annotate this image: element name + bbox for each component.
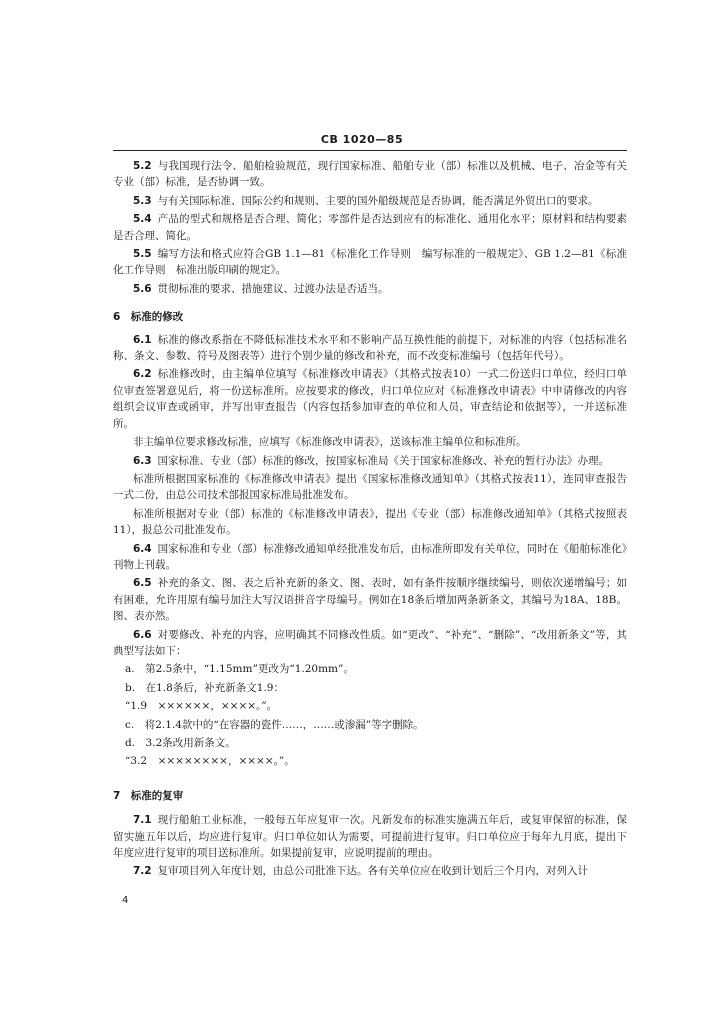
- clause-6-2-paragraph: 非主编单位要求修改标准，应填写《标准修改申请表》，送该标准主编单位和标准所。: [132, 436, 527, 449]
- example-line: b. 在1.8条后，补充新条文1.9：: [125, 681, 284, 694]
- clause-5-4: 5.4 产品的型式和规格是否合理、简化；零部件是否达到应有的标准化、通用化水平；原材料和结构要素是否合理、简化。: [113, 213, 627, 242]
- clause-5-6: 5.6 贯彻标准的要求、措施建议、过渡办法是否适当。: [132, 282, 389, 295]
- clause-6-2: 6.2 标准修改时，由主编单位填写《标准修改申请表》（其格式按表10）一式二份送归口单位，经归口单位审查签署意见后，将一份送标准所。应按要求的修改，归口单位应对《标准修改申请表》中申请修改的内容组织会议审查或函审，并写出审查报告（内容包括参加审查的单位和人员，审查结论和依据等），一并送标准所。: [113, 368, 627, 430]
- header-rule: [113, 150, 627, 151]
- clause-7-1: 7.1 现行船舶工业标准，一般每五年应复审一次。凡新发布的标准实施满五年后，或复审保留的标准，保留实施五年以后，均应进行复审。归口单位如认为需要，可提前进行复审。归口单位应于每年九月底，提出下年度应进行复审的项目送标准所。如果提前复审，应说明提前的理由。: [113, 814, 627, 860]
- page-number: 4: [122, 895, 129, 906]
- clause-5-3: 5.3 与有关国际标准、国际公约和规则、主要的国外船级规范是否协调，能否满足外贸出口的要求。: [132, 194, 599, 207]
- clause-6-6: 6.6 对要修改、补充的内容，应明确其不同修改性质。如“更改”、“补充”、“删除”、“改用新条文”等，其典型写法如下：: [113, 628, 627, 657]
- clause-6-1: 6.1 标准的修改系指在不降低标准技术水平和不影响产品互换性能的前提下，对标准的内容（包括标准名称、条文、参数、符号及图表等）进行个别少量的修改和补充，而不改变标准编号（包括年代号）。: [113, 333, 627, 363]
- clause-6-4: 6.4 国家标准和专业（部）标准修改通知单经批准发布后，由标准所即发有关单位，同时在《船舶标准化》刊物上刊载。: [113, 542, 627, 571]
- example-line: c. 将2.1.4款中的“在容器的瓷件……，……或渗漏”等字删除。: [125, 718, 424, 731]
- document-body: [113, 158, 627, 882]
- section-7-heading: 7 标准的复审: [113, 789, 184, 802]
- clause-6-5: 6.5 补充的条文、图、表之后补充新的条文、图、表时，如有条件按顺序继续编号，则依次递增编号；如有困难，允许用原有编号加注大写汉语拼音字母编号。例如在18条后增加两条新条文，其编号为18A、18B。图、表亦然。: [113, 577, 627, 623]
- clause-6-3-paragraph-a: 标准所根据国家标准的《标准修改申请表》提出《国家标准修改通知单》（其格式按表11），连同审查报告一式二份，由总公司技术部报国家标准局批准发布。: [113, 472, 627, 502]
- clause-5-5: 5.5 编写方法和格式应符合GB 1.1—81《标准化工作导则 编写标准的一般规定》、GB 1.2—81《标准化工作导则 标准出版印刷的规定》。: [113, 248, 627, 277]
- example-line: “1.9 ××××××，××××。”。: [125, 700, 278, 713]
- standard-code-header: CB 1020—85: [320, 133, 404, 146]
- clause-6-3: 6.3 国家标准、专业（部）标准的修改，按国家标准局《关于国家标准修改、补充的暂行办法》办理。: [132, 454, 610, 467]
- example-line: a. 第2.5条中，“1.15mm”更改为“1.20mm”。: [125, 663, 354, 676]
- clause-6-3-paragraph-b: 标准所根据对专业（部）标准的《标准修改申请表》，提出《专业（部）标准修改通知单》（其格式按照表11），报总公司批准发布。: [113, 507, 627, 537]
- clause-5-2: 5.2 与我国现行法令、船舶检验规范，现行国家标准、船舶专业（部）标准以及机械、电子、冶金等有关专业（部）标准，是否协调一致。: [113, 160, 627, 189]
- section-6-heading: 6 标准的修改: [113, 311, 184, 324]
- clause-7-2: 7.2 复审项目列入年度计划，由总公司批准下达。各有关单位应在收到计划后三个月内，对列入计: [132, 865, 589, 878]
- example-line: “3.2 ××××××××，××××。”。: [125, 755, 295, 768]
- example-line: d. 3.2条改用新条文。: [125, 737, 236, 749]
